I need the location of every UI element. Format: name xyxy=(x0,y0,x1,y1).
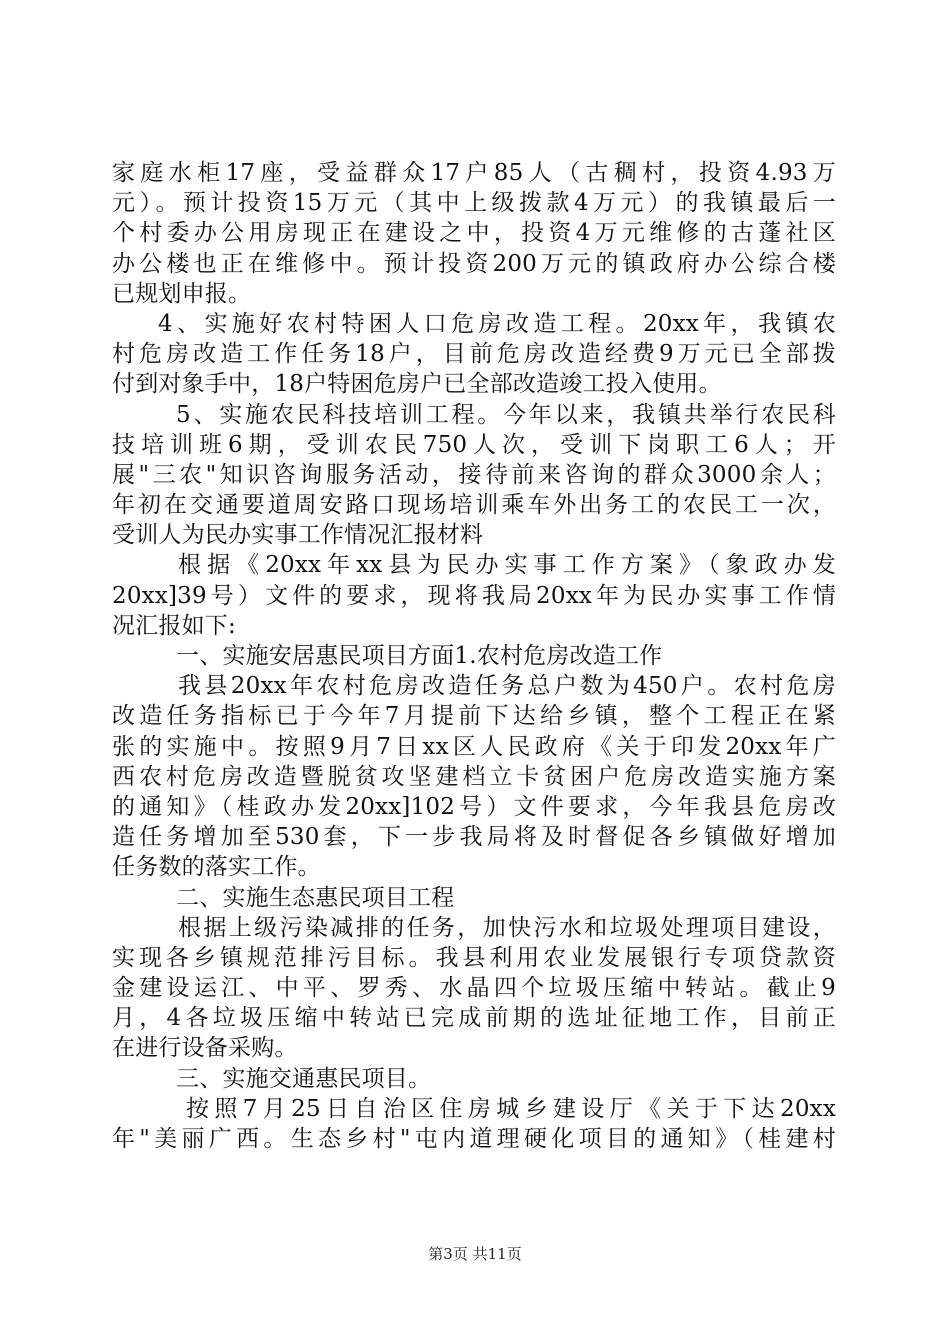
text-line: 我县20xx年农村危房改造任务总户数为450户。农村危房 xyxy=(178,673,836,700)
text-line: 一、实施安居惠民项目方面1.农村危房改造工作 xyxy=(176,643,663,669)
page-footer: 第3页 共11页 xyxy=(428,1245,522,1263)
text-line: 实现各乡镇规范排污目标。我县利用农业发展银行专项贷款资 xyxy=(112,944,836,971)
text-line: 月，4各垃圾压缩中转站已完成前期的选址征地工作，目前正 xyxy=(112,1005,836,1032)
text-line: 根据《20xx年xx县为民办实事工作方案》（象政办发 xyxy=(178,552,836,579)
text-line: 受训人为民办实事工作情况汇报材料 xyxy=(112,522,484,549)
text-line: 张的实施中。按照9月7日xx区人民政府《关于印发20xx年广 xyxy=(112,733,836,760)
text-line: 金建设运江、中平、罗秀、水晶四个垃圾压缩中转站。截止9 xyxy=(112,975,836,1002)
text-line: 改造任务指标已于今年7月提前下达给乡镇，整个工程正在紧 xyxy=(112,703,836,730)
text-line: 家庭水柜17座，受益群众17户85人（古稠村，投资4.93万 xyxy=(112,160,836,186)
text-line: 造任务增加至530套，下一步我局将及时督促各乡镇做好增加 xyxy=(112,824,836,851)
text-line: 年初在交通要道周安路口现场培训乘车外出务工的农民工一次， xyxy=(112,492,836,519)
text-line: 4、实施好农村特困人口危房改造工程。20xx年，我镇农 xyxy=(158,310,836,337)
text-line: 任务数的落实工作。 xyxy=(112,854,321,881)
text-line: 技培训班6期，受训农民750人次，受训下岗职工6人；开 xyxy=(112,431,836,458)
text-line: 20xx]39号）文件的要求，现将我局20xx年为民办实事工作情 xyxy=(112,582,836,609)
text-line: 的通知》（桂政办发20xx]102号）文件要求，今年我县危房改 xyxy=(112,793,836,820)
text-line: 按照7月25日自治区住房城乡建设厅《关于下达20xx xyxy=(186,1095,836,1122)
text-line: 二、实施生态惠民项目工程 xyxy=(176,884,455,911)
text-line: 村危房改造工作任务18户，目前危房改造经费9万元已全部拨 xyxy=(112,341,836,368)
text-line: 西农村危房改造暨脱贫攻坚建档立卡贫困户危房改造实施方案 xyxy=(112,763,836,790)
text-line: 已规划申报。 xyxy=(112,280,252,307)
text-line: 在进行设备采购。 xyxy=(112,1035,298,1062)
text-line: 况汇报如下: xyxy=(112,612,236,639)
text-line: 年"美丽广西。生态乡村"屯内道理硬化项目的通知》（桂建村 xyxy=(112,1126,836,1152)
text-line: 三、实施交通惠民项目。 xyxy=(176,1065,432,1092)
text-line: 展"三农"知识咨询服务活动，接待前来咨询的群众3000余人； xyxy=(112,461,836,488)
text-line: 元）。预计投资15万元（其中上级拨款4万元）的我镇最后一 xyxy=(112,190,836,217)
text-line: 5、实施农民科技培训工程。今年以来，我镇共举行农民科 xyxy=(176,401,836,428)
document-body xyxy=(112,158,836,1154)
text-line: 办公楼也正在维修中。预计投资200万元的镇政府办公综合楼 xyxy=(112,250,836,277)
text-line: 个村委办公用房现正在建设之中，投资4万元维修的古蓬社区 xyxy=(112,220,836,247)
text-line: 根据上级污染减排的任务，加快污水和垃圾处理项目建设， xyxy=(178,914,836,941)
text-line: 付到对象手中，18户特困危房户已全部改造竣工投入使用。 xyxy=(112,371,722,398)
